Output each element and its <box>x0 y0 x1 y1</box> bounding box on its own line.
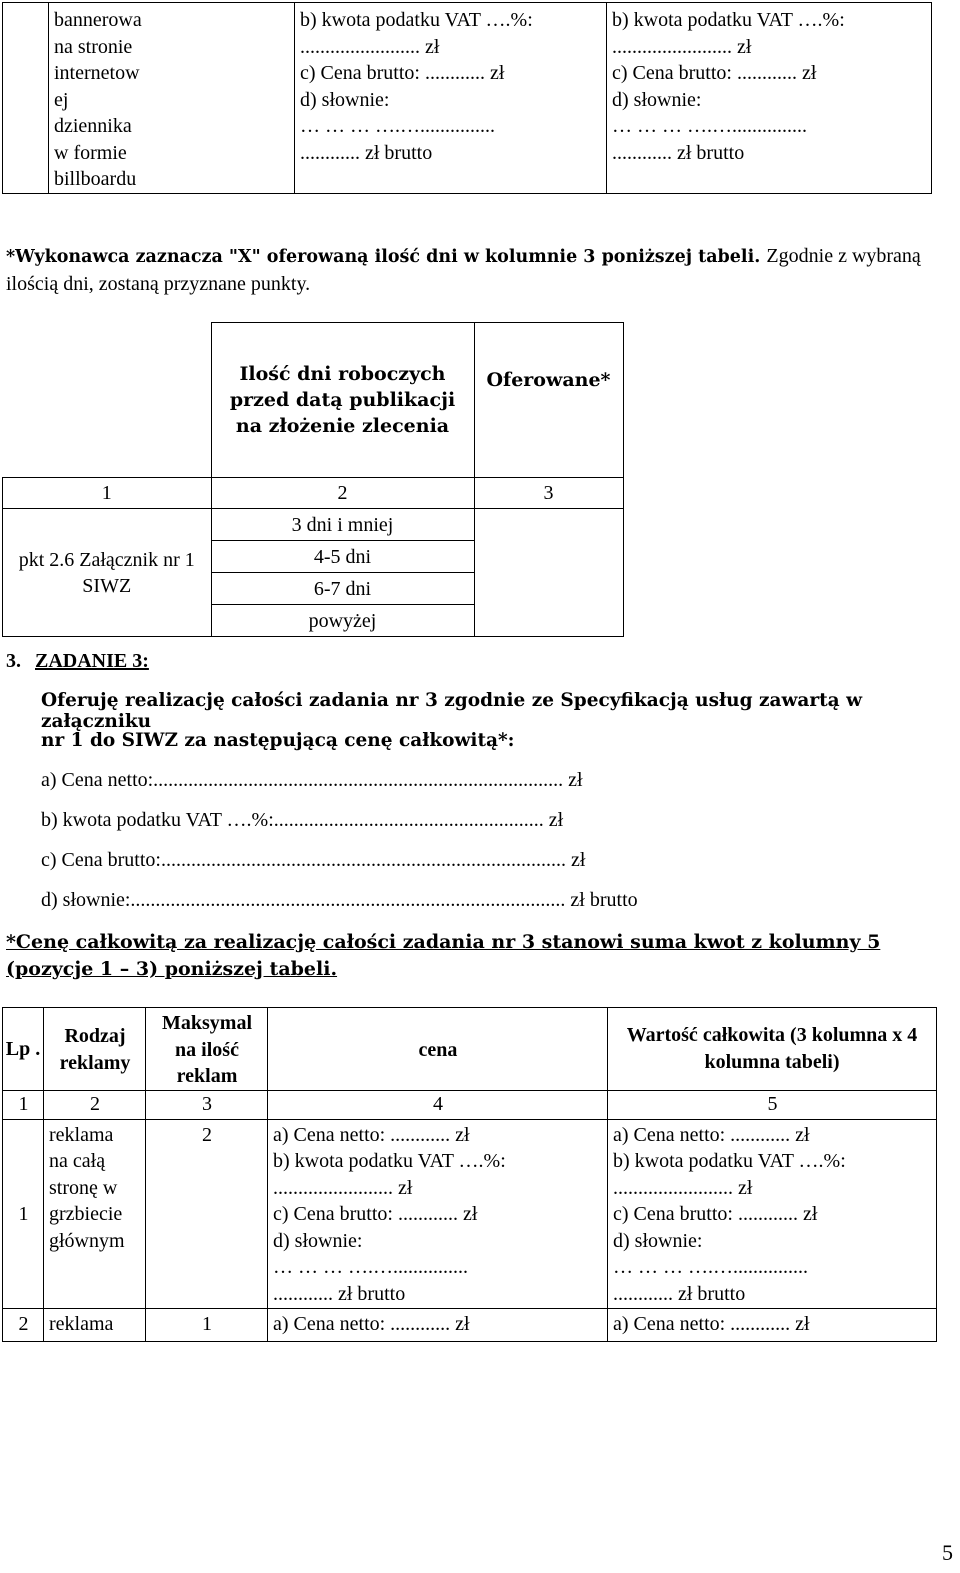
header-lp: Lp . <box>3 1008 44 1091</box>
text-line: w formie <box>54 141 127 164</box>
header-max: Maksymal na ilość reklam <box>146 1008 268 1091</box>
section-heading: ZADANIE 3: <box>35 650 149 672</box>
text-line: d) słownie: <box>273 1229 363 1252</box>
table-row <box>3 1119 937 1308</box>
col-number: 3 <box>474 478 623 509</box>
price-table-continued <box>2 2 932 194</box>
row-type <box>44 1119 146 1308</box>
contractor-note <box>6 243 956 299</box>
section-title <box>6 650 149 673</box>
header-type: Rodzaj reklamy <box>44 1008 146 1091</box>
row-total: a) Cena netto: ............ zł <box>608 1308 937 1341</box>
text-line: c) Cena brutto: ............ zł <box>300 62 505 84</box>
text-line: b) kwota podatku VAT ….%: <box>613 1150 846 1172</box>
text-line: reklama <box>49 1123 114 1146</box>
net-price-line: a) Cena netto:.................................................................................. zł <box>41 769 583 791</box>
text-line: stronę w <box>49 1176 118 1199</box>
vat-line: b) kwota podatku VAT ….%:...................................................... zł <box>41 809 564 831</box>
option-3-days: 3 dni i mniej <box>211 509 474 541</box>
text-line: c) Cena brutto: ............ zł <box>613 1203 818 1225</box>
col-number: 4 <box>268 1090 608 1119</box>
text-line: ........................ zł <box>273 1176 413 1199</box>
text-line: na stronie <box>54 35 133 58</box>
total-price-note: *Cenę całkowitą za realizację całości zadania nr 3 stanowi suma kwot z kolumny 5 (pozycje 1 – 3) poniższej tabeli. <box>6 931 881 980</box>
text-line: b) kwota podatku VAT ….%: <box>300 9 533 31</box>
table-row <box>3 1308 937 1341</box>
note-bold-text: *Wykonawca zaznacza "X" oferowaną ilość dni w kolumnie 3 poniższej tabeli. <box>6 247 761 267</box>
text-line: c) Cena brutto: ............ zł <box>273 1203 478 1225</box>
row-total <box>608 1119 937 1308</box>
task3-table <box>2 1007 937 1342</box>
text-line: ........................ zł <box>300 35 440 58</box>
header-price: cena <box>268 1008 608 1091</box>
col-number: 1 <box>3 1090 44 1119</box>
text-line: ........................ zł <box>612 35 752 58</box>
section-number: 3. <box>6 650 21 672</box>
row-max: 2 <box>146 1119 268 1308</box>
text-line: b) kwota podatku VAT ….%: <box>273 1150 506 1172</box>
option-6-7-days: 6-7 dni <box>211 573 474 605</box>
text-line: ............ zł brutto <box>300 141 433 164</box>
text-line: a) Cena netto: ............ zł <box>273 1123 470 1146</box>
text-line: … … … ….…............... <box>613 1256 808 1278</box>
text-line: ej <box>54 88 69 111</box>
text-line: d) słownie: <box>613 1229 703 1252</box>
row-lp: 1 <box>3 1119 44 1308</box>
row-type: reklama <box>44 1308 146 1341</box>
text-line: billboardu <box>54 168 137 190</box>
col-number: 2 <box>211 478 474 509</box>
page-number: 5 <box>942 1540 953 1565</box>
price-cell <box>295 3 607 194</box>
offer-text-2: nr 1 do SIWZ za następującą cenę całkowitą*: <box>41 730 515 751</box>
text-line: d) słownie: <box>300 88 390 111</box>
col-number: 5 <box>608 1090 937 1119</box>
ad-type-cell <box>49 3 295 194</box>
offered-empty <box>474 509 623 637</box>
in-words-line: d) słownie:....................................................................................... zł brutto <box>41 889 638 911</box>
row-lp: 2 <box>3 1308 44 1341</box>
header-total: Wartość całkowita (3 kolumna x 4 kolumna tabeli) <box>608 1008 937 1091</box>
option-4-5-days: 4-5 dni <box>211 541 474 573</box>
text-line: dziennika <box>54 115 132 137</box>
gross-price-line: c) Cena brutto:................................................................................. zł <box>41 849 586 871</box>
text-line: a) Cena netto: ............ zł <box>613 1123 810 1146</box>
text-line: bannerowa <box>54 9 142 31</box>
row-max: 1 <box>146 1308 268 1341</box>
text-line: ............ zł brutto <box>273 1282 406 1305</box>
text-line: d) słownie: <box>612 88 702 111</box>
col-number: 2 <box>44 1090 146 1119</box>
days-header: Ilość dni roboczych przed datą publikacji na złożenie zlecenia <box>211 323 474 478</box>
row-label: pkt 2.6 Załącznik nr 1 SIWZ <box>3 509 212 637</box>
note-normal-text: Zgodnie z wybraną ilością dni, zostaną przyznane punkty. <box>6 245 921 295</box>
option-above: powyżej <box>211 605 474 637</box>
text-line: grzbiecie <box>49 1203 123 1225</box>
text-line: ............ zł brutto <box>613 1282 746 1305</box>
total-cell <box>607 3 932 194</box>
days-table <box>2 322 624 637</box>
empty-cell <box>3 3 49 194</box>
empty-cell <box>3 323 212 478</box>
offered-header: Oferowane* <box>474 323 623 478</box>
text-line: … … … ….…............... <box>273 1256 468 1278</box>
text-line: … … … ….…............... <box>300 115 495 137</box>
row-price <box>268 1119 608 1308</box>
text-line: ........................ zł <box>613 1176 753 1199</box>
text-line: internetow <box>54 62 140 84</box>
row-price: a) Cena netto: ............ zł <box>268 1308 608 1341</box>
text-line: ............ zł brutto <box>612 141 745 164</box>
text-line: na całą <box>49 1150 106 1172</box>
col-number: 3 <box>146 1090 268 1119</box>
text-line: … … … ….…............... <box>612 115 807 137</box>
col-number: 1 <box>3 478 212 509</box>
text-line: b) kwota podatku VAT ….%: <box>612 9 845 31</box>
text-line: głównym <box>49 1229 125 1252</box>
text-line: c) Cena brutto: ............ zł <box>612 62 817 84</box>
offer-text-1: Oferuję realizację całości zadania nr 3 zgodnie ze Specyfikacją usług zawartą w załączniku <box>41 690 863 732</box>
